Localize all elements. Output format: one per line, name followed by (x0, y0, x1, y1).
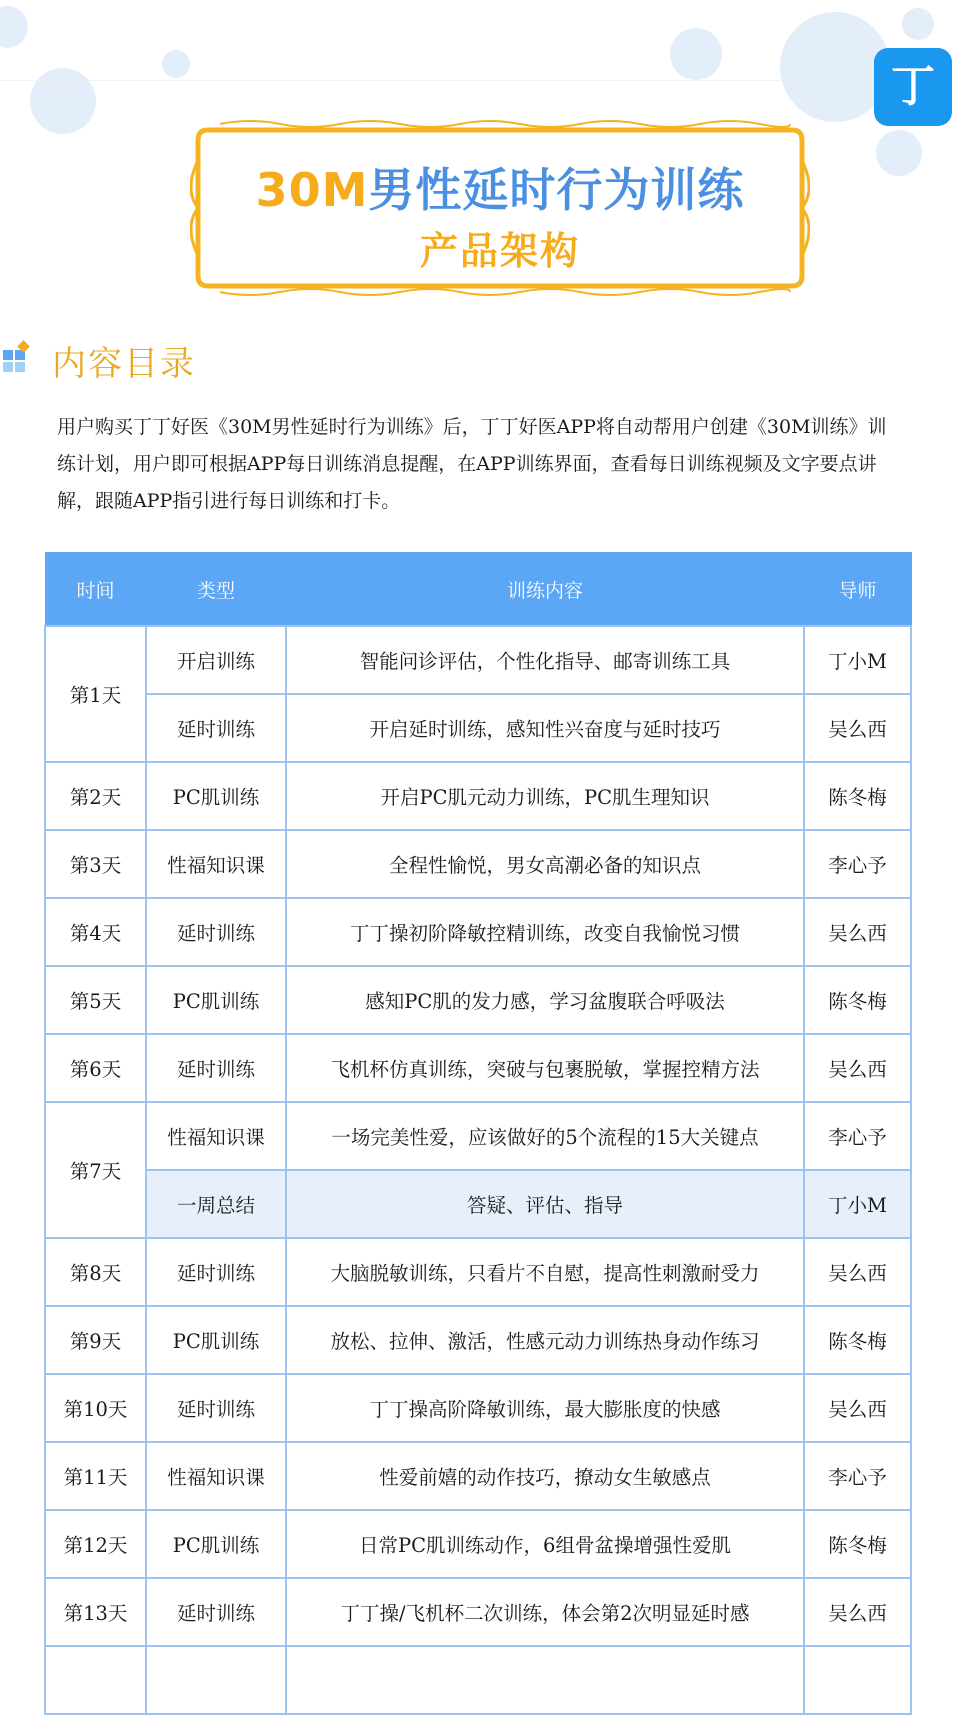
type-cell: 性福知识课 (146, 1442, 286, 1510)
type-cell: 延时训练 (146, 1034, 286, 1102)
content-cell: 一场完美性爱，应该做好的5个流程的15大关键点 (286, 1102, 804, 1170)
content-cell: 大脑脱敏训练，只看片不自慰，提高性刺激耐受力 (286, 1238, 804, 1306)
day-cell (45, 1646, 146, 1714)
mentor-cell: 陈冬梅 (804, 762, 911, 830)
content-cell: 丁丁操初阶降敏控精训练，改变自我愉悦习惯 (286, 898, 804, 966)
day-cell: 第6天 (45, 1034, 146, 1102)
column-header-mentor: 导师 (804, 553, 911, 627)
table-row (45, 1102, 911, 1170)
day-cell: 第9天 (45, 1306, 146, 1374)
day-cell: 第1天 (45, 626, 146, 762)
column-header-time: 时间 (45, 553, 146, 627)
table-row (45, 1034, 911, 1102)
type-cell: 开启训练 (146, 626, 286, 694)
table-row (45, 1306, 911, 1374)
type-cell: PC肌训练 (146, 966, 286, 1034)
mentor-cell: 吴么西 (804, 1578, 911, 1646)
type-cell: PC肌训练 (146, 762, 286, 830)
table-row (45, 694, 911, 762)
catalog-icon (3, 346, 29, 374)
mentor-cell: 吴么西 (804, 1034, 911, 1102)
content-cell: 日常PC肌训练动作，6组骨盆操增强性爱肌 (286, 1510, 804, 1578)
decor-bubble (0, 6, 28, 48)
page-title (190, 160, 810, 220)
content-cell: 开启PC肌元动力训练，PC肌生理知识 (286, 762, 804, 830)
content-cell: 开启延时训练，感知性兴奋度与延时技巧 (286, 694, 804, 762)
mentor-cell: 陈冬梅 (804, 1306, 911, 1374)
day-cell: 第3天 (45, 830, 146, 898)
title-banner (190, 120, 810, 296)
day-cell: 第4天 (45, 898, 146, 966)
table-row (45, 1238, 911, 1306)
mentor-cell (804, 1646, 911, 1714)
content-cell: 丁丁操高阶降敏训练，最大膨胀度的快感 (286, 1374, 804, 1442)
type-cell: 性福知识课 (146, 1102, 286, 1170)
mentor-cell: 李心予 (804, 1442, 911, 1510)
type-cell: 性福知识课 (146, 830, 286, 898)
day-cell: 第12天 (45, 1510, 146, 1578)
training-schedule-table (44, 552, 912, 1715)
mentor-cell: 吴么西 (804, 1238, 911, 1306)
mentor-cell: 吴么西 (804, 898, 911, 966)
decor-bubble (902, 8, 934, 40)
page-title-number: 30M (255, 163, 369, 217)
table-row (45, 830, 911, 898)
type-cell: PC肌训练 (146, 1306, 286, 1374)
decor-bubble (876, 130, 922, 176)
type-cell: 延时训练 (146, 1374, 286, 1442)
mentor-cell: 吴么西 (804, 694, 911, 762)
mentor-cell: 丁小M (804, 626, 911, 694)
day-cell: 第13天 (45, 1578, 146, 1646)
column-header-type: 类型 (146, 553, 286, 627)
section-title: 内容目录 (52, 344, 196, 384)
type-cell: 延时训练 (146, 1238, 286, 1306)
app-logo: 丁 (874, 48, 952, 126)
mentor-cell: 丁小M (804, 1170, 911, 1238)
decor-bubble (162, 50, 190, 78)
day-cell: 第7天 (45, 1102, 146, 1238)
table-row-partial (45, 1646, 911, 1714)
type-cell: 延时训练 (146, 694, 286, 762)
mentor-cell: 李心予 (804, 830, 911, 898)
day-cell: 第11天 (45, 1442, 146, 1510)
table-row (45, 898, 911, 966)
mentor-cell: 陈冬梅 (804, 966, 911, 1034)
table-row (45, 626, 911, 694)
content-cell: 答疑、评估、指导 (286, 1170, 804, 1238)
decor-bubble (30, 68, 96, 134)
table-header-row (45, 553, 911, 627)
day-cell: 第2天 (45, 762, 146, 830)
mentor-cell: 吴么西 (804, 1374, 911, 1442)
day-cell: 第10天 (45, 1374, 146, 1442)
content-cell: 丁丁操/飞机杯二次训练，体会第2次明显延时感 (286, 1578, 804, 1646)
page-title-text: 男性延时行为训练 (368, 163, 745, 217)
header-divider (0, 80, 780, 81)
table-row (45, 1442, 911, 1510)
type-cell (146, 1646, 286, 1714)
type-cell: 延时训练 (146, 898, 286, 966)
type-cell: PC肌训练 (146, 1510, 286, 1578)
mentor-cell: 陈冬梅 (804, 1510, 911, 1578)
mentor-cell: 李心予 (804, 1102, 911, 1170)
content-cell: 性爱前嬉的动作技巧，撩动女生敏感点 (286, 1442, 804, 1510)
page-subtitle: 产品架构 (419, 229, 580, 273)
decor-bubble (670, 28, 722, 80)
table-row (45, 1510, 911, 1578)
content-cell: 飞机杯仿真训练，突破与包裹脱敏，掌握控精方法 (286, 1034, 804, 1102)
table-row (45, 966, 911, 1034)
table-row (45, 762, 911, 830)
table-row-highlighted (45, 1170, 911, 1238)
table-row (45, 1578, 911, 1646)
intro-paragraph: 用户购买丁丁好医《30M男性延时行为训练》后，丁丁好医APP将自动帮用户创建《30M训练》训练计划，用户即可根据APP每日训练消息提醒，在APP训练界面，查看每日训练视频及文字要点讲解，跟随APP指引进行每日训练和打卡。 (57, 416, 887, 512)
type-cell: 一周总结 (146, 1170, 286, 1238)
content-cell (286, 1646, 804, 1714)
content-cell: 全程性愉悦，男女高潮必备的知识点 (286, 830, 804, 898)
day-cell: 第5天 (45, 966, 146, 1034)
day-cell: 第8天 (45, 1238, 146, 1306)
content-cell: 感知PC肌的发力感，学习盆腹联合呼吸法 (286, 966, 804, 1034)
column-header-content: 训练内容 (286, 553, 804, 627)
content-cell: 放松、拉伸、激活，性感元动力训练热身动作练习 (286, 1306, 804, 1374)
table-row (45, 1374, 911, 1442)
content-cell: 智能问诊评估，个性化指导、邮寄训练工具 (286, 626, 804, 694)
type-cell: 延时训练 (146, 1578, 286, 1646)
